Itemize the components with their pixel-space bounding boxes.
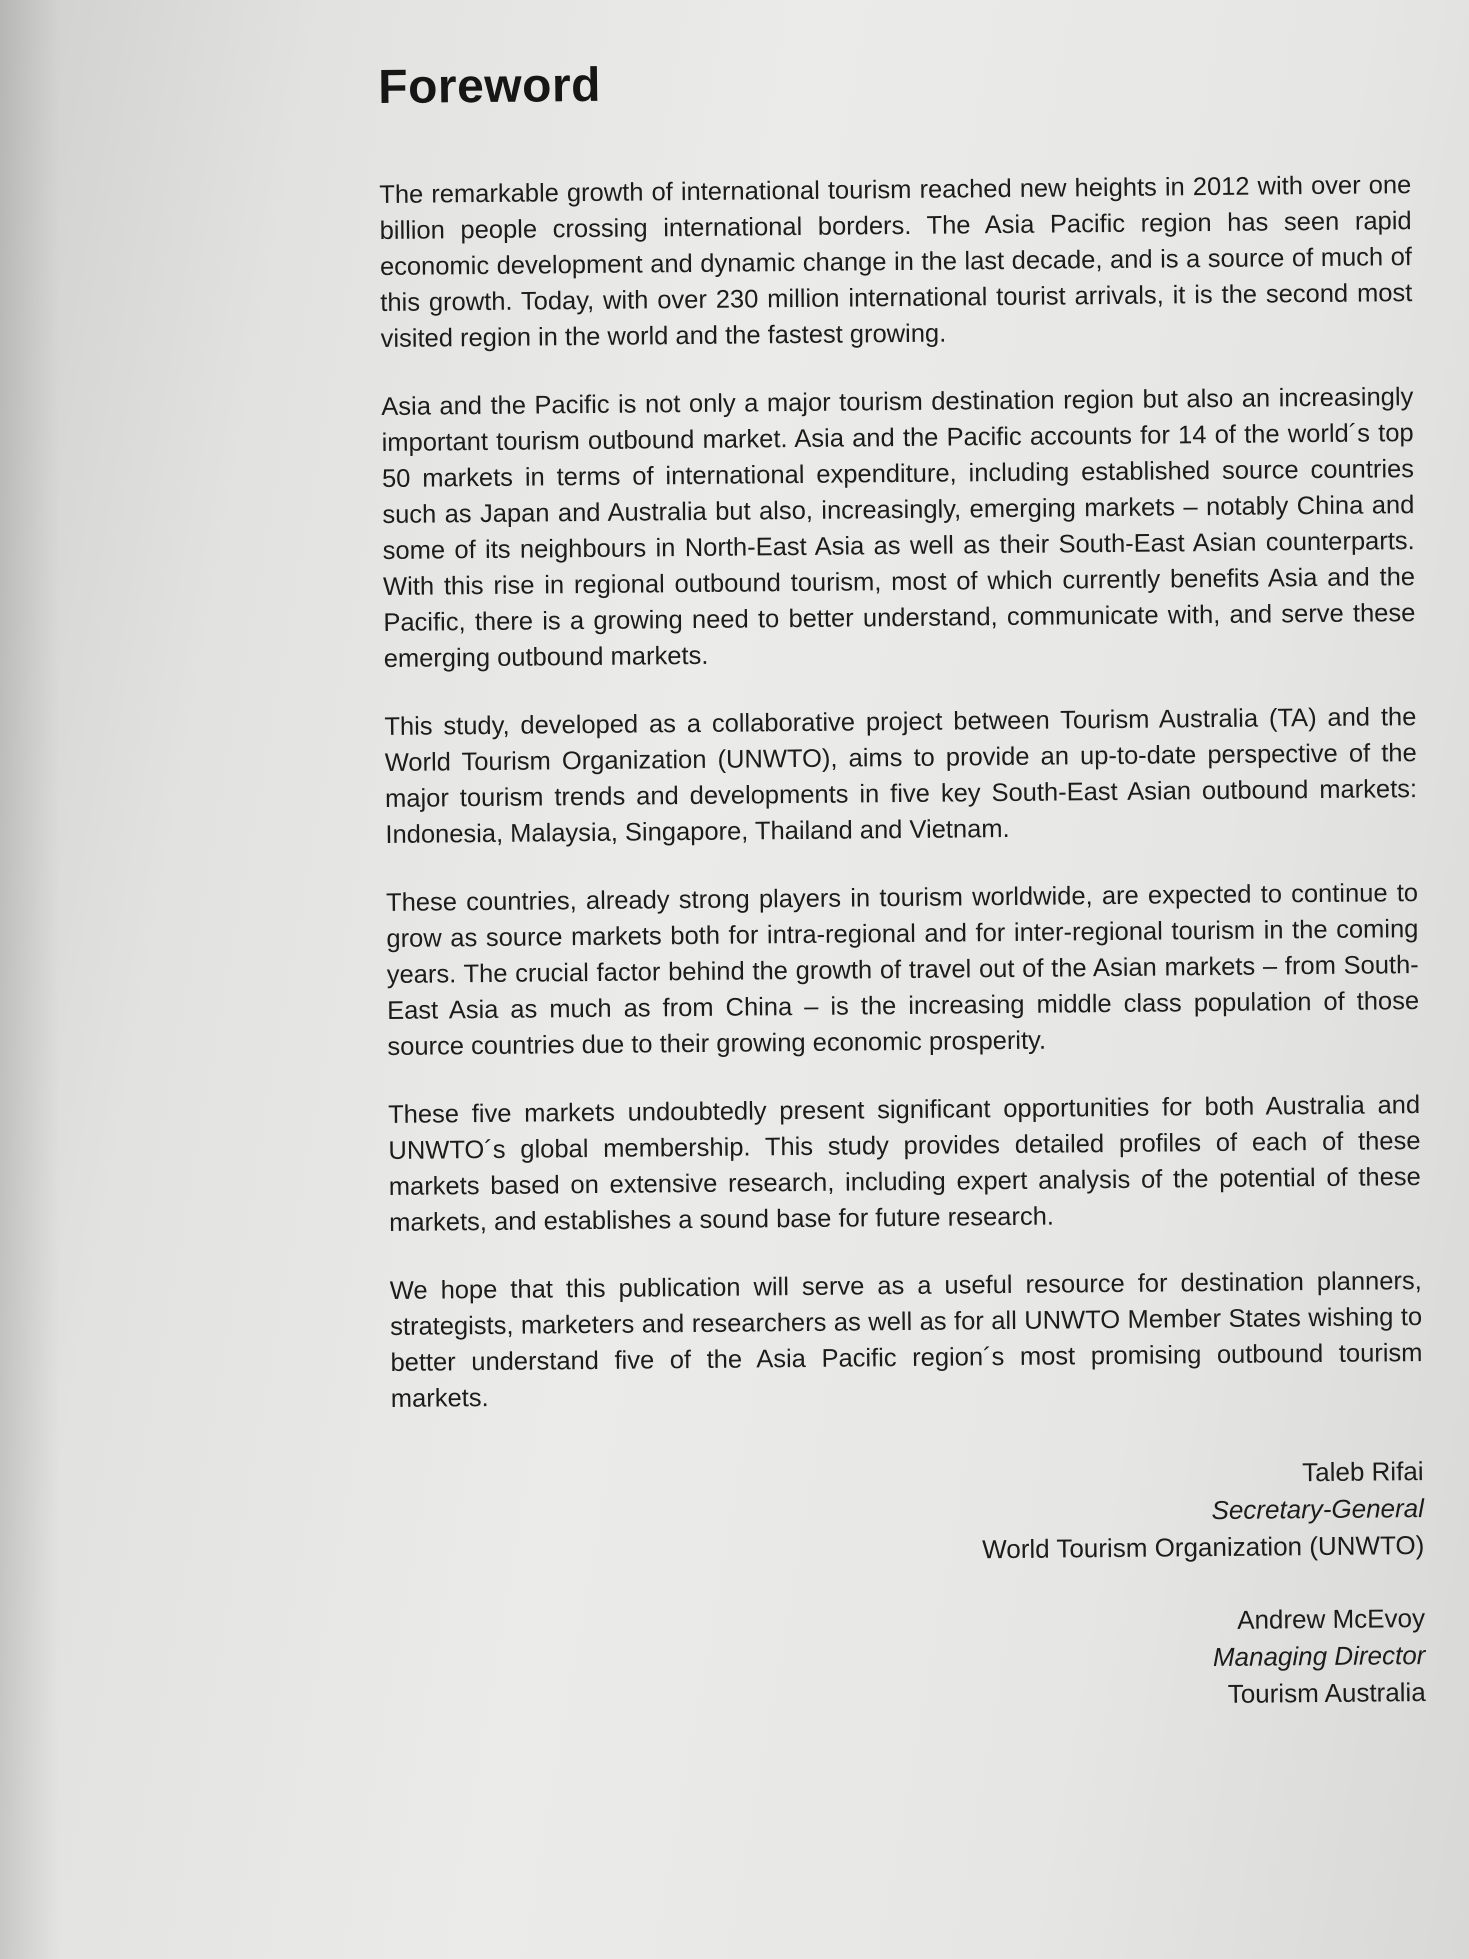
signature-tourism-australia (393, 1600, 1426, 1721)
signatory-name: Taleb Rifai (1302, 1456, 1424, 1488)
signature-block (391, 1453, 1425, 1721)
page-edge-shadow (0, 0, 60, 1959)
signatory-organization: Tourism Australia (1227, 1677, 1426, 1709)
paragraph-2: Asia and the Pacific is not only a major tourism destination region but also an increasingly important tourism outbound market. Asia and the Pacific accounts for 14 of the world´s top 50 markets in terms of international expenditure, including established source countries such as Japan and Australia but also, increasingly, emerging markets – notably China and some of its neighbours in North-East Asia as well as their South-East Asian counterparts. With this rise in regional outbound tourism, most of which currently benefits Asia and the Pacific, there is a growing need to better understand, communicate with, and serve these emerging outbound markets. (381, 383, 1416, 673)
signature-unwto (391, 1453, 1424, 1574)
signatory-role: Secretary-General (1211, 1493, 1425, 1526)
foreword-page (378, 50, 1426, 1757)
signatory-name: Andrew McEvoy (1237, 1603, 1426, 1635)
foreword-body (379, 167, 1423, 1417)
paragraph-5: These five markets undoubtedly present significant opportunities for both Australia and UNWTO´s global membership. This study provides detailed profiles of each of these markets based on extensive research, including expert analysis of the potential of these markets, and establishes a sound base for future research. (387, 1091, 1421, 1237)
paragraph-4: These countries, already strong players in tourism worldwide, are expected to continue to grow as source markets both for intra-regional and for inter-regional tourism in the coming years. The crucial factor behind the growth of travel out of the Asian markets – from South-East Asia as much as from China – is the increasing middle class population of those source countries due to their growing economic prosperity. (385, 879, 1420, 1061)
signatory-role: Managing Director (1212, 1640, 1426, 1673)
signatory-organization: World Tourism Organization (UNWTO) (982, 1530, 1425, 1565)
page-title: Foreword (378, 58, 602, 114)
paragraph-1: The remarkable growth of international tourism reached new heights in 2012 with over one billion people crossing international borders. The Asia Pacific region has seen rapid economic development and dynamic change in the last decade, and is a source of much of this growth. Today, with over 230 million international tourist arrivals, it is the second most visited region in the world and the fastest growing. (379, 171, 1413, 353)
paragraph-3: This study, developed as a collaborative project between Tourism Australia (TA) and the World Tourism Organization (UNWTO), aims to provide an up-to-date perspective of the major tourism trends and developments in five key South-East Asian outbound markets: Indonesia, Malaysia, Singapore, Thailand and Vietnam. (384, 703, 1418, 849)
paragraph-6: We hope that this publication will serve as a useful resource for destination planners, strategists, marketers and researchers as well as for all UNWTO Member States wishing to better understand five of the Asia Pacific region´s most promising outbound tourism markets. (389, 1267, 1423, 1413)
